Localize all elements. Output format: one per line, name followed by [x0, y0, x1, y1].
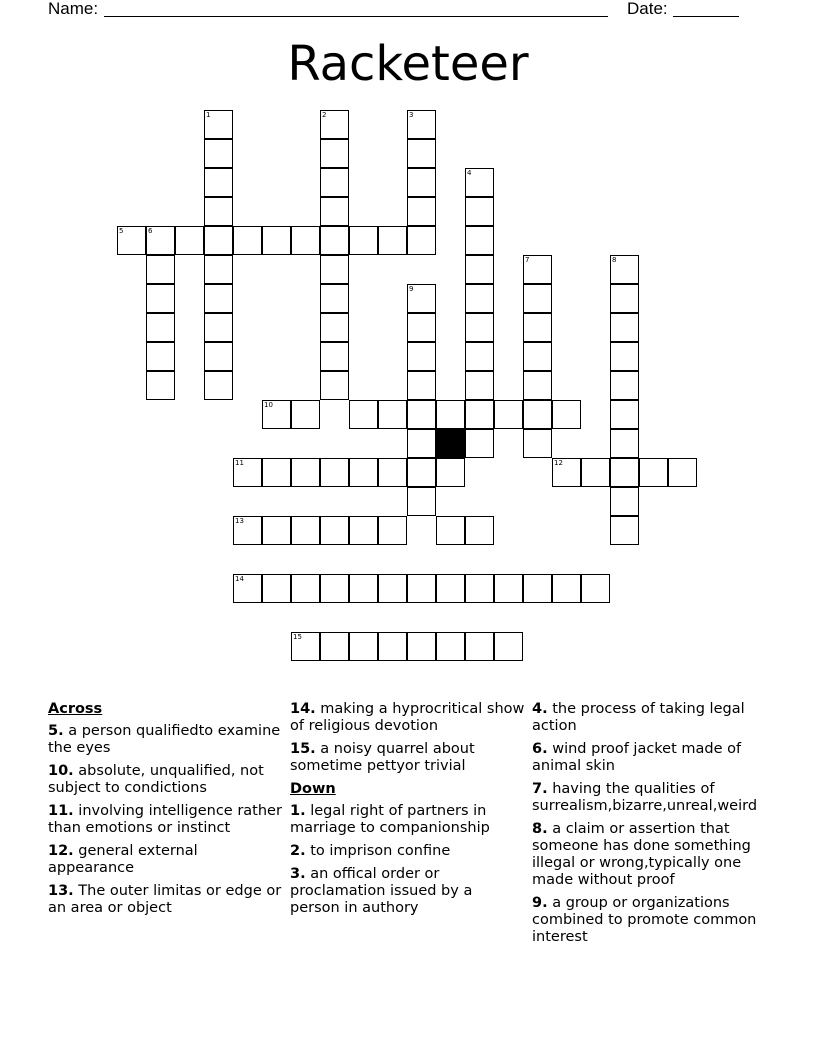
clue-text: making a hyprocritical show of religious devotion — [290, 701, 525, 734]
grid-cell[interactable] — [320, 197, 349, 226]
grid-cell[interactable] — [262, 226, 291, 255]
clue-number-label: 10 — [264, 401, 273, 409]
clues-column-3 — [532, 701, 770, 952]
grid-cell[interactable] — [320, 458, 349, 487]
grid-cell[interactable] — [465, 429, 494, 458]
clue-text: general external appearance — [48, 843, 198, 876]
clue-number-label: 1 — [206, 111, 211, 119]
clue-text: a claim or assertion that someone has done something illegal or wrong,typically one made without proof — [532, 821, 751, 888]
grid-cell[interactable] — [175, 226, 204, 255]
grid-cell[interactable] — [204, 255, 233, 284]
grid-cell[interactable] — [610, 313, 639, 342]
grid-cell[interactable] — [465, 313, 494, 342]
grid-cell[interactable] — [204, 139, 233, 168]
clue-text: wind proof jacket made of animal skin — [532, 741, 742, 774]
grid-cell[interactable] — [494, 400, 523, 429]
grid-cell[interactable] — [378, 574, 407, 603]
grid-cell[interactable] — [465, 255, 494, 284]
grid-cell[interactable] — [146, 371, 175, 400]
grid-cell[interactable] — [407, 226, 436, 255]
grid-cell[interactable] — [494, 574, 523, 603]
clue-number-label: 11 — [235, 459, 244, 467]
grid-cell[interactable] — [320, 516, 349, 545]
clue-across-13 — [48, 883, 284, 917]
grid-cell[interactable] — [262, 400, 291, 429]
grid-cell[interactable] — [233, 226, 262, 255]
grid-cell[interactable] — [610, 255, 639, 284]
grid-cell[interactable] — [668, 458, 697, 487]
grid-cell[interactable] — [407, 487, 436, 516]
grid-cell[interactable] — [407, 400, 436, 429]
grid-cell[interactable] — [262, 516, 291, 545]
grid-cell[interactable] — [320, 110, 349, 139]
grid-cell[interactable] — [610, 516, 639, 545]
clue-number: 2. — [290, 843, 306, 859]
clue-down-3 — [290, 866, 526, 917]
grid-cell[interactable] — [291, 458, 320, 487]
clue-across-12 — [48, 843, 284, 877]
grid-cell[interactable] — [523, 342, 552, 371]
grid-cell[interactable] — [407, 429, 436, 458]
grid-cell[interactable] — [349, 400, 378, 429]
grid-cell[interactable] — [610, 458, 639, 487]
clue-number: 4. — [532, 701, 548, 717]
clue-number-label: 2 — [322, 111, 327, 119]
grid-cell[interactable] — [465, 197, 494, 226]
grid-cell[interactable] — [320, 574, 349, 603]
grid-cell[interactable] — [204, 284, 233, 313]
grid-cell[interactable] — [291, 574, 320, 603]
grid-cell[interactable] — [349, 516, 378, 545]
clue-number: 10. — [48, 763, 74, 779]
grid-cell[interactable] — [407, 110, 436, 139]
grid-cell[interactable] — [581, 458, 610, 487]
grid-cell[interactable] — [465, 400, 494, 429]
grid-cell[interactable] — [407, 168, 436, 197]
grid-cell[interactable] — [523, 400, 552, 429]
clue-number-label: 3 — [409, 111, 414, 119]
grid-cell[interactable] — [262, 458, 291, 487]
grid-cell[interactable] — [291, 400, 320, 429]
grid-cell[interactable] — [378, 400, 407, 429]
date-label: Date: — [627, 0, 668, 18]
grid-cell[interactable] — [610, 371, 639, 400]
clue-number: 6. — [532, 741, 548, 757]
grid-cell[interactable] — [523, 255, 552, 284]
grid-cell[interactable] — [465, 168, 494, 197]
grid-cell[interactable] — [610, 342, 639, 371]
grid-cell[interactable] — [146, 226, 175, 255]
clue-number-label: 15 — [293, 633, 302, 641]
puzzle-title: Racketeer — [287, 36, 529, 92]
grid-cell[interactable] — [465, 516, 494, 545]
clue-across-14 — [290, 701, 526, 735]
grid-cell[interactable] — [610, 400, 639, 429]
across-heading: Across — [48, 701, 103, 717]
grid-cell[interactable] — [320, 313, 349, 342]
grid-cell[interactable] — [233, 516, 262, 545]
grid-cell[interactable] — [523, 371, 552, 400]
grid-cell[interactable] — [407, 284, 436, 313]
grid-cell[interactable] — [610, 429, 639, 458]
clue-text: legal right of partners in marriage to companionship — [290, 803, 490, 836]
grid-cell[interactable] — [320, 371, 349, 400]
grid-cell[interactable] — [465, 371, 494, 400]
clues-column-1 — [48, 701, 284, 923]
grid-cell[interactable] — [407, 342, 436, 371]
grid-cell[interactable] — [407, 632, 436, 661]
clue-down-1 — [290, 803, 526, 837]
grid-cell[interactable] — [436, 516, 465, 545]
grid-cell[interactable] — [204, 226, 233, 255]
grid-cell[interactable] — [204, 197, 233, 226]
clue-number-label: 5 — [119, 227, 124, 235]
clue-number: 13. — [48, 883, 74, 899]
down-heading: Down — [290, 781, 336, 797]
grid-cell[interactable] — [465, 284, 494, 313]
grid-cell[interactable] — [523, 429, 552, 458]
grid-cell[interactable] — [494, 632, 523, 661]
clue-across-11 — [48, 803, 284, 837]
grid-cell[interactable] — [581, 574, 610, 603]
clue-number-label: 14 — [235, 575, 244, 583]
grid-cell[interactable] — [465, 574, 494, 603]
grid-cell[interactable] — [320, 342, 349, 371]
grid-cell[interactable] — [204, 110, 233, 139]
grid-cell[interactable] — [204, 371, 233, 400]
grid-cell[interactable] — [349, 632, 378, 661]
grid-cell[interactable] — [436, 400, 465, 429]
grid-cell[interactable] — [610, 284, 639, 313]
clue-text: to imprison confine — [310, 843, 451, 859]
grid-cell[interactable] — [291, 516, 320, 545]
clue-number: 7. — [532, 781, 548, 797]
clue-number: 8. — [532, 821, 548, 837]
clue-across-10 — [48, 763, 284, 797]
black-square — [436, 429, 465, 458]
grid-cell[interactable] — [204, 168, 233, 197]
clue-down-6 — [532, 741, 770, 775]
grid-cell[interactable] — [349, 574, 378, 603]
clue-number-label: 7 — [525, 256, 530, 264]
grid-cell[interactable] — [291, 632, 320, 661]
grid-cell[interactable] — [407, 197, 436, 226]
clue-text: a noisy quarrel about sometime pettyor trivial — [290, 741, 475, 774]
grid-cell[interactable] — [465, 342, 494, 371]
grid-cell[interactable] — [610, 487, 639, 516]
grid-cell[interactable] — [378, 516, 407, 545]
clue-across-15 — [290, 741, 526, 775]
grid-cell[interactable] — [204, 342, 233, 371]
clue-text: a person qualifiedto examine the eyes — [48, 723, 281, 756]
grid-cell[interactable] — [262, 574, 291, 603]
grid-cell[interactable] — [146, 284, 175, 313]
grid-cell[interactable] — [204, 313, 233, 342]
clue-across-5 — [48, 723, 284, 757]
clue-number: 9. — [532, 895, 548, 911]
grid-cell[interactable] — [407, 574, 436, 603]
grid-cell[interactable] — [320, 168, 349, 197]
clue-down-7 — [532, 781, 770, 815]
clue-down-8 — [532, 821, 770, 889]
clue-text: an offical order or proclamation issued by a person in authory — [290, 866, 473, 916]
grid-cell[interactable] — [349, 458, 378, 487]
clue-number: 11. — [48, 803, 74, 819]
clue-down-4 — [532, 701, 770, 735]
grid-cell[interactable] — [233, 574, 262, 603]
clue-number-label: 9 — [409, 285, 414, 293]
clue-number: 15. — [290, 741, 316, 757]
clue-number-label: 6 — [148, 227, 153, 235]
grid-cell[interactable] — [552, 400, 581, 429]
grid-cell[interactable] — [146, 255, 175, 284]
grid-cell[interactable] — [146, 342, 175, 371]
clues-column-2 — [290, 701, 526, 923]
grid-cell[interactable] — [349, 226, 378, 255]
grid-cell[interactable] — [320, 284, 349, 313]
clue-text: the process of taking legal action — [532, 701, 745, 734]
clue-down-9 — [532, 895, 770, 946]
grid-cell[interactable] — [552, 458, 581, 487]
grid-cell[interactable] — [320, 255, 349, 284]
grid-cell[interactable] — [407, 458, 436, 487]
clue-number: 1. — [290, 803, 306, 819]
grid-cell[interactable] — [378, 226, 407, 255]
grid-cell[interactable] — [436, 458, 465, 487]
clue-number: 12. — [48, 843, 74, 859]
clue-text: The outer limitas or edge or an area or object — [48, 883, 282, 916]
grid-cell[interactable] — [407, 313, 436, 342]
grid-cell[interactable] — [436, 632, 465, 661]
clue-text: involving intelligence rather than emotions or instinct — [48, 803, 282, 836]
grid-cell[interactable] — [639, 458, 668, 487]
grid-cell[interactable] — [523, 574, 552, 603]
grid-cell[interactable] — [465, 226, 494, 255]
grid-cell[interactable] — [552, 574, 581, 603]
grid-cell[interactable] — [117, 226, 146, 255]
grid-cell[interactable] — [523, 313, 552, 342]
clue-text: absolute, unqualified, not subject to condictions — [48, 763, 264, 796]
clue-text: having the qualities of surrealism,bizarre,unreal,weird — [532, 781, 758, 814]
clue-number-label: 8 — [612, 256, 617, 264]
clue-number: 14. — [290, 701, 316, 717]
clue-down-2 — [290, 843, 526, 860]
clue-number: 5. — [48, 723, 64, 739]
grid-cell[interactable] — [291, 226, 320, 255]
grid-cell[interactable] — [378, 458, 407, 487]
grid-cell[interactable] — [146, 313, 175, 342]
grid-cell[interactable] — [436, 574, 465, 603]
clue-number-label: 13 — [235, 517, 244, 525]
grid-cell[interactable] — [233, 458, 262, 487]
clue-number-label: 12 — [554, 459, 563, 467]
name-label: Name: — [48, 0, 99, 18]
grid-cell[interactable] — [320, 632, 349, 661]
grid-cell[interactable] — [523, 284, 552, 313]
grid-cell[interactable] — [465, 632, 494, 661]
grid-cell[interactable] — [320, 139, 349, 168]
clue-number-label: 4 — [467, 169, 472, 177]
grid-cell[interactable] — [320, 226, 349, 255]
grid-cell[interactable] — [407, 371, 436, 400]
grid-cell[interactable] — [378, 632, 407, 661]
clue-number: 3. — [290, 866, 306, 882]
clue-text: a group or organizations combined to promote common interest — [532, 895, 757, 945]
grid-cell[interactable] — [407, 139, 436, 168]
